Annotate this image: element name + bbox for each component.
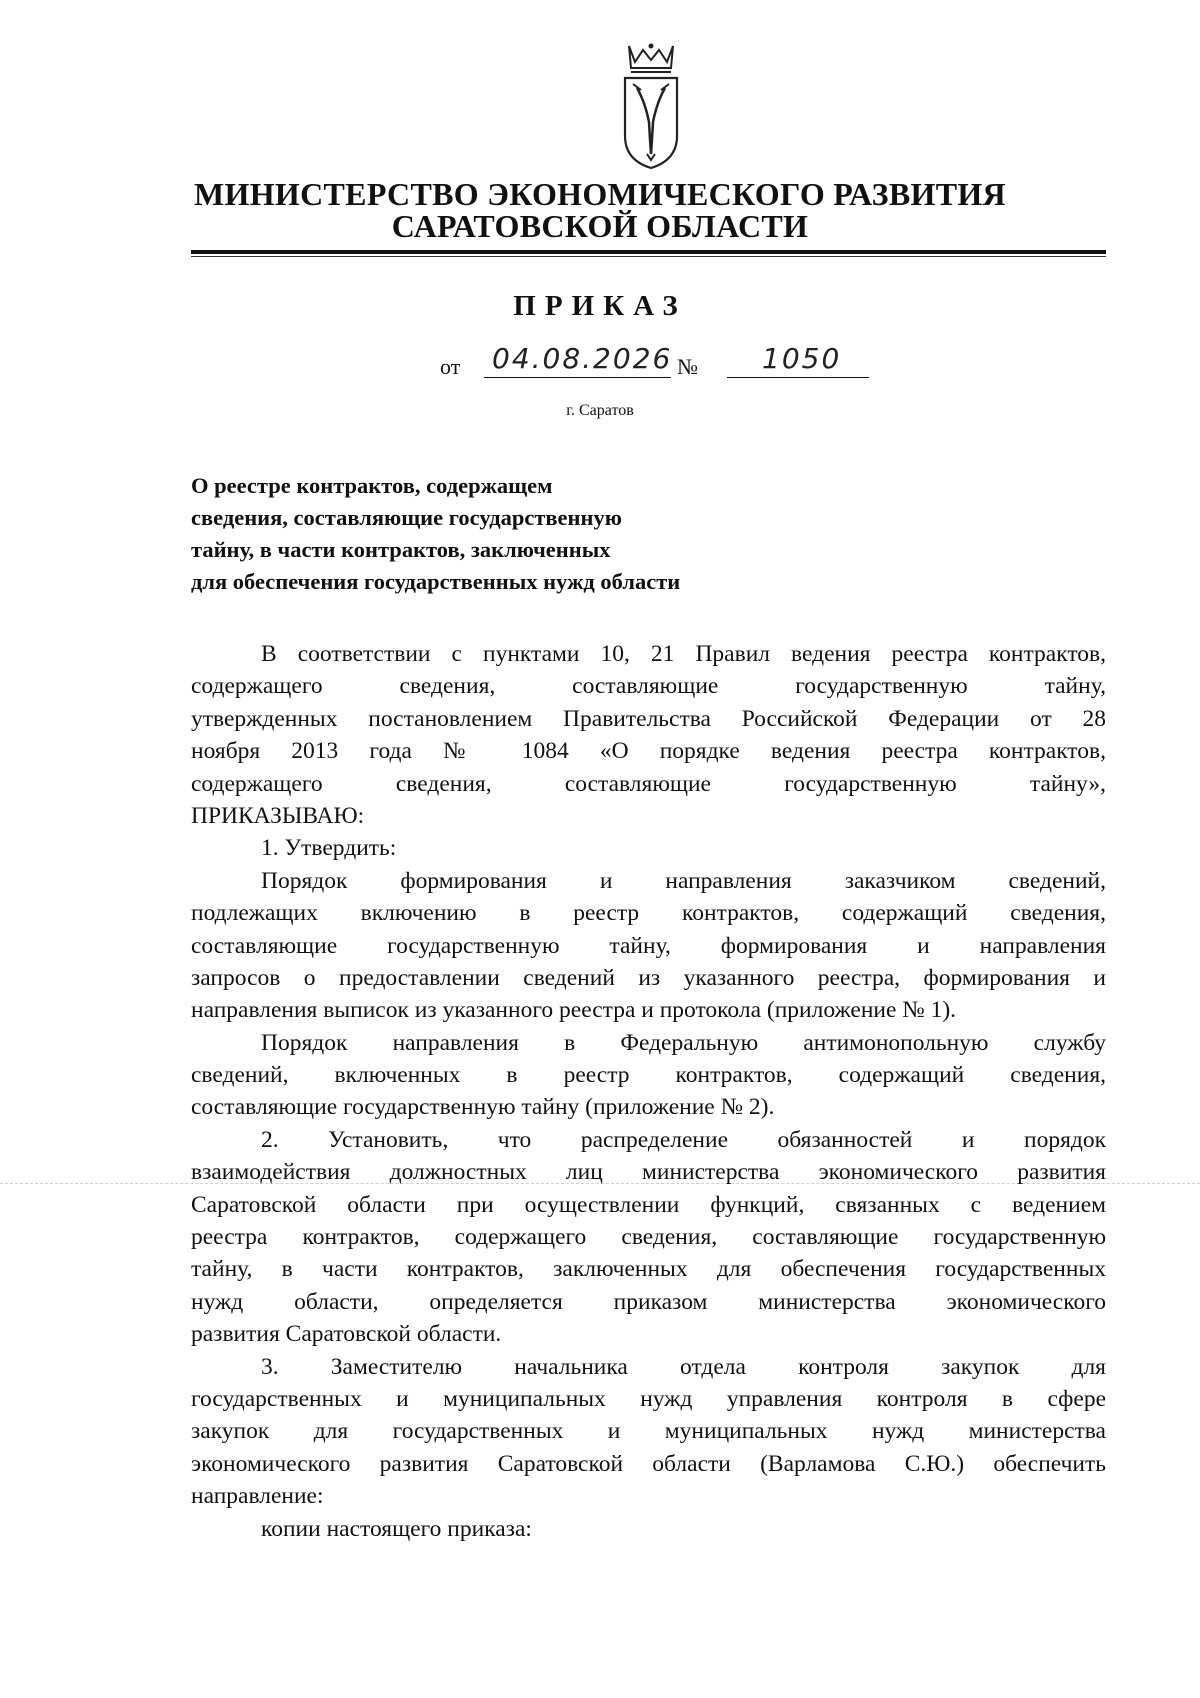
number-label: №: [677, 354, 698, 379]
body-line: подлежащих включению в реестр контрактов, содержащий сведения,: [191, 900, 1106, 927]
body-line: 1. Утвердить:: [261, 835, 397, 862]
body-line: содержащего сведения, составляющие государственную тайну»,: [191, 770, 1106, 797]
body-line: Порядок направления в Федеральную антимонопольную службу: [261, 1029, 1106, 1056]
body-line: В соответствии с пунктами 10, 21 Правил ведения реестра контрактов,: [261, 641, 1106, 667]
body-line: развития Саратовской области.: [191, 1321, 502, 1348]
body-line: реестра контрактов, содержащего сведения, составляющие государственную: [191, 1224, 1106, 1251]
body-line: 3. Заместителю начальника отдела контроля закупок для: [261, 1353, 1106, 1380]
body-line: экономического развития Саратовской области (Варламова С.Ю.) обеспечить: [191, 1450, 1106, 1477]
saratov-coat-of-arms-icon: [619, 40, 683, 170]
body-line: Саратовской области при осуществлении функций, связанных с ведением: [191, 1191, 1106, 1218]
body-line: взаимодействия должностных лиц министерства экономического развития: [191, 1159, 1106, 1186]
body-line: ПРИКАЗЫВАЮ:: [191, 802, 365, 829]
body-line: государственных и муниципальных нужд управления контроля в сфере: [191, 1385, 1106, 1412]
order-subject: [191, 470, 831, 598]
header-rule-thin: [191, 256, 1106, 257]
subject-line: тайну, в части контрактов, заключенных: [191, 537, 611, 562]
body-line: 2. Установить, что распределение обязанностей и порядок: [261, 1126, 1106, 1153]
order-title: ПРИКАЗ: [513, 290, 687, 322]
body-line: закупок для государственных и муниципальных нужд министерства: [191, 1418, 1106, 1445]
body-line: ноября 2013 года № 1084 «О порядке ведения реестра контрактов,: [191, 738, 1106, 765]
body-line: направление:: [191, 1483, 324, 1510]
body-line: составляющие государственную тайну (приложение № 2).: [191, 1094, 775, 1121]
subject-line: для обеспечения государственных нужд области: [191, 569, 681, 594]
body-line: направления выписок из указанного реестра и протокола (приложение № 1).: [191, 997, 957, 1024]
subject-line: сведения, составляющие государственную: [191, 505, 622, 530]
handwritten-date: 04.08.2026: [492, 342, 673, 375]
body-line: содержащего сведения, составляющие государственную тайну,: [191, 673, 1106, 700]
date-label: от: [440, 354, 461, 379]
body-line: сведений, включенных в реестр контрактов, содержащий сведения,: [191, 1062, 1106, 1089]
body-line: запросов о предоставлении сведений из указанного реестра, формирования и: [191, 964, 1106, 991]
body-line: Порядок формирования и направления заказчиком сведений,: [261, 867, 1106, 894]
subject-line: О реестре контрактов, содержащем: [191, 473, 553, 498]
number-underline: [727, 377, 869, 378]
body-line: тайну, в части контрактов, заключенных для обеспечения государственных: [191, 1256, 1106, 1283]
date-underline: [484, 377, 671, 378]
body-line: нужд области, определяется приказом министерства экономического: [191, 1288, 1106, 1315]
ministry-name-line1: МИНИСТЕРСТВО ЭКОНОМИЧЕСКОГО РАЗВИТИЯ: [194, 176, 1006, 212]
body-line: копии настоящего приказа:: [261, 1515, 532, 1542]
body-line: утвержденных постановлением Правительства Российской Федерации от 28: [191, 705, 1106, 732]
handwritten-number: 1050: [762, 342, 842, 375]
ministry-name-line2: САРАТОВСКОЙ ОБЛАСТИ: [391, 208, 809, 244]
order-body: [191, 638, 1106, 1545]
header-rule-thick: [191, 250, 1106, 254]
order-date-number-row: [440, 342, 1040, 382]
body-line: составляющие государственную тайну, формирования и направления: [191, 932, 1106, 959]
city-label: г. Саратов: [566, 402, 634, 419]
